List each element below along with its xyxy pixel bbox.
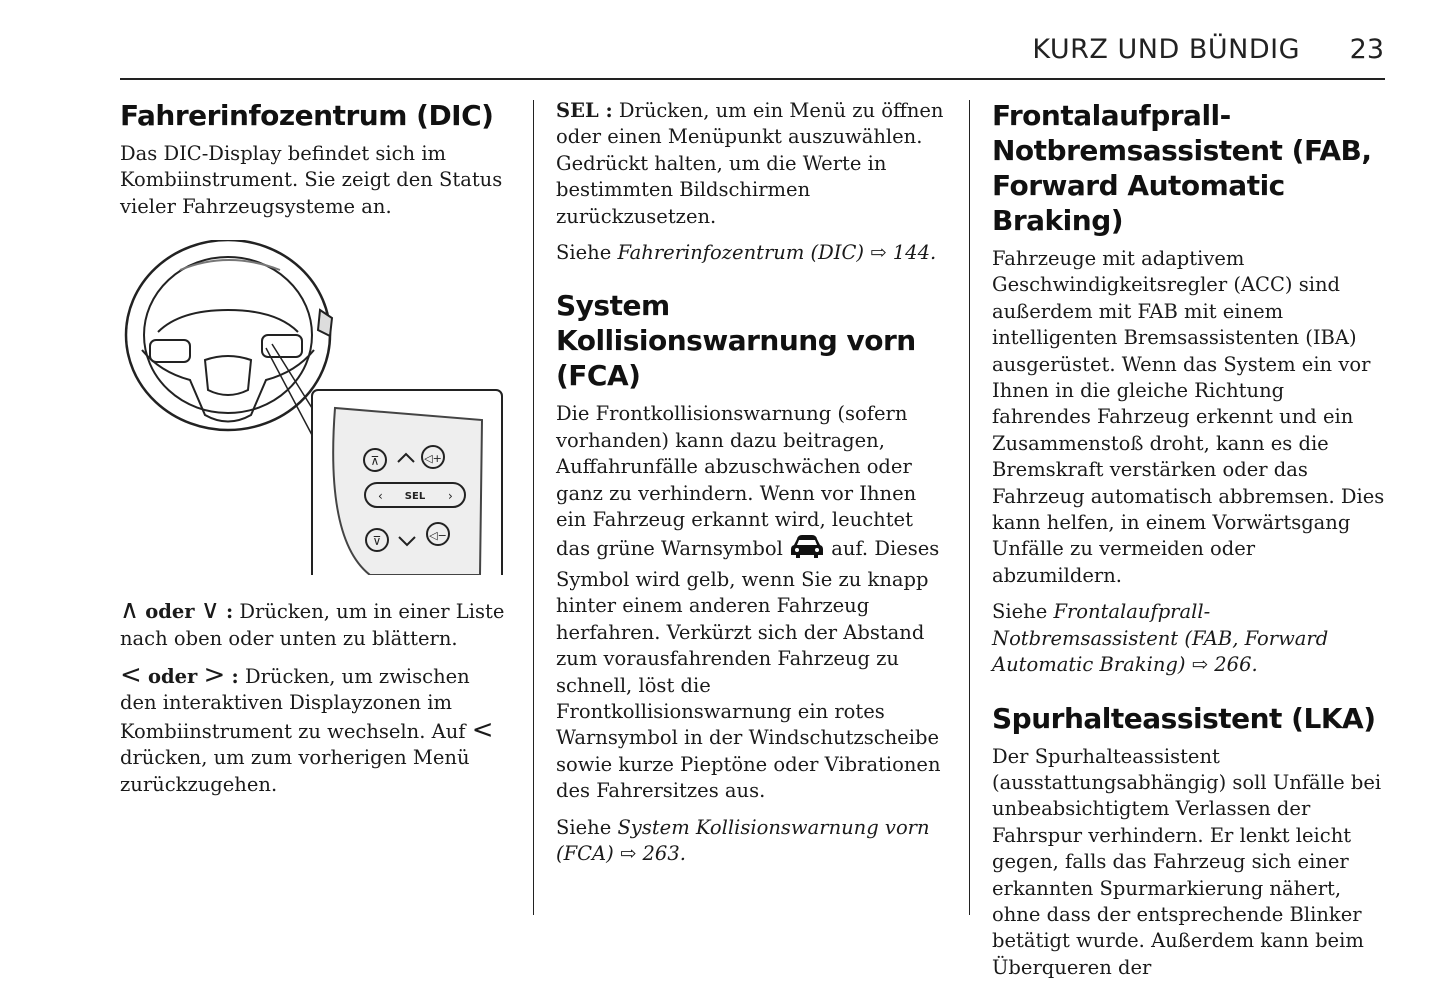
left-right-text-b: drücken, um zum vorherigen Menü zurückzugehen. (120, 746, 470, 796)
sel-text: Drücken, um ein Menü zu öffnen oder einen Menüpunkt auszuwählen. Gedrückt halten, um die Werte in bestimmten Bildschirmen zurückzusetzen. (556, 99, 944, 228)
left-right-colon: : (231, 665, 239, 689)
vehicle-ahead-icon (789, 533, 825, 566)
see-prefix: Siehe (556, 241, 612, 265)
svg-text:⊼: ⊼ (370, 454, 380, 469)
up-down-colon: : (226, 600, 234, 624)
page-ref-icon: ⇨ (619, 841, 637, 865)
sel-button-label: SEL (404, 491, 426, 503)
sel-label: SEL : (556, 99, 613, 122)
fca-heading: System Kollisionswarnung vorn (FCA) (556, 289, 916, 393)
fab-heading: Frontalaufprall-Notbremsassistent (FAB, Forward Automatic Braking) (992, 99, 1372, 237)
lka-heading: Spurhalteassistent (LKA) (992, 701, 1376, 735)
dic-heading: Fahrerinfozentrum (DIC) (120, 99, 494, 132)
see2-prefix: Siehe (556, 815, 612, 839)
fca-link[interactable]: System Kollisionswarnung vorn (FCA) (556, 815, 930, 865)
left-arrow-icon: < (120, 660, 142, 691)
column-3 (992, 98, 1387, 991)
steering-wheel-illustration (120, 240, 505, 575)
svg-text:›: › (448, 489, 453, 504)
see-dic-ref (556, 240, 948, 266)
fab-link[interactable]: Frontalaufprall-Notbremsassistent (FAB, Forward Automatic Braking) (992, 600, 1329, 677)
section-title: KURZ UND BÜNDIG (1032, 34, 1300, 65)
column-2 (556, 98, 948, 877)
back-arrow-icon: < (471, 714, 494, 745)
up-down-text: Drücken, um in einer Liste nach oben oder unten zu blättern. (120, 600, 505, 650)
svg-text:◁−: ◁− (429, 529, 447, 543)
page-number: 23 (1349, 34, 1384, 65)
fca-para (556, 401, 948, 804)
dic-intro: Das DIC-Display befindet sich im Kombiinstrument. Sie zeigt den Status vieler Fahrzeugsysteme an. (120, 142, 503, 218)
svg-text:‹: ‹ (378, 489, 383, 504)
fca-text-a: Die Frontkollisionswarnung (sofern vorhanden) kann dazu beitragen, Auffahrunfälle abzuschwächen oder ganz zu verhindern. Wenn vor Ihnen ein Fahrzeug erkannt wird, leuchtet das grüne Warnsymbol (556, 402, 917, 561)
dic-page: 144. (892, 241, 937, 265)
page-ref-icon: ⇨ (870, 241, 887, 265)
see-fab-ref (992, 599, 1387, 678)
dic-link[interactable]: Fahrerinfozentrum (DIC) (617, 241, 865, 265)
right-arrow-icon: > (203, 660, 226, 691)
svg-text:◁+: ◁+ (424, 452, 442, 466)
left-right-item (120, 662, 512, 798)
fab-page: 266. (1214, 653, 1258, 677)
up-arrow-icon: ∧ (120, 595, 140, 626)
fab-para: Fahrzeuge mit adaptivem Geschwindigkeitsregler (ACC) sind außerdem mit FAB mit einem intelligenten Bremsassistenten (IBA) ausgerüstet. Wenn das System ein vor Ihnen in die gleiche Richtung fahrendes Fahrzeug erkennt und ein Zusammenstoß droht, kann es die Bremskraft verstärken oder das Fahrzeug automatisch abbremsen. Dies kann helfen, in einem Vorwärtsgang Unfälle zu vermeiden oder abzumildern. (992, 247, 1385, 587)
up-down-oder: oder (145, 600, 195, 624)
column-divider-1 (533, 100, 534, 915)
see-fca-ref (556, 815, 948, 868)
page-ref-icon: ⇨ (1191, 653, 1209, 677)
lka-para: Der Spurhalteassistent (ausstattungsabhängig) soll Unfälle bei unbeabsichtigtem Verlassen der Fahrspur verhindern. Er lenkt leicht gegen, falls das Fahrzeug sich einer erkannten Spurmarkierung nähert, ohne dass der entsprechende Blinker betätigt wurde. Außerdem kann beim Überqueren der (992, 744, 1382, 979)
header-rule (120, 78, 1385, 80)
column-1 (120, 98, 512, 808)
left-right-text-a: Drücken, um zwischen den interaktiven Displayzonen im Kombiinstrument zu wechseln. Auf (120, 665, 470, 743)
column-divider-2 (969, 100, 970, 915)
left-right-oder: oder (148, 665, 198, 689)
down-arrow-icon: ∨ (200, 595, 220, 626)
see3-prefix: Siehe (992, 600, 1048, 624)
sel-item (556, 98, 948, 230)
svg-text:⊽: ⊽ (372, 534, 382, 549)
fca-text-b: auf. Dieses Symbol wird gelb, wenn Sie zu knapp hinter einem anderen Fahrzeug herfahren. Verkürzt sich der Abstand zum vorausfahrenden Fahrzeug zu schnell, löst die Frontkollisionswarnung ein rotes Warnsymbol in der Windschutzscheibe sowie kurze Pieptöne oder Vibrationen des Fahrersitzes aus. (556, 537, 941, 803)
steering-wheel-figure (120, 240, 505, 575)
up-down-item (120, 597, 512, 652)
fca-page: 263. (642, 841, 686, 865)
